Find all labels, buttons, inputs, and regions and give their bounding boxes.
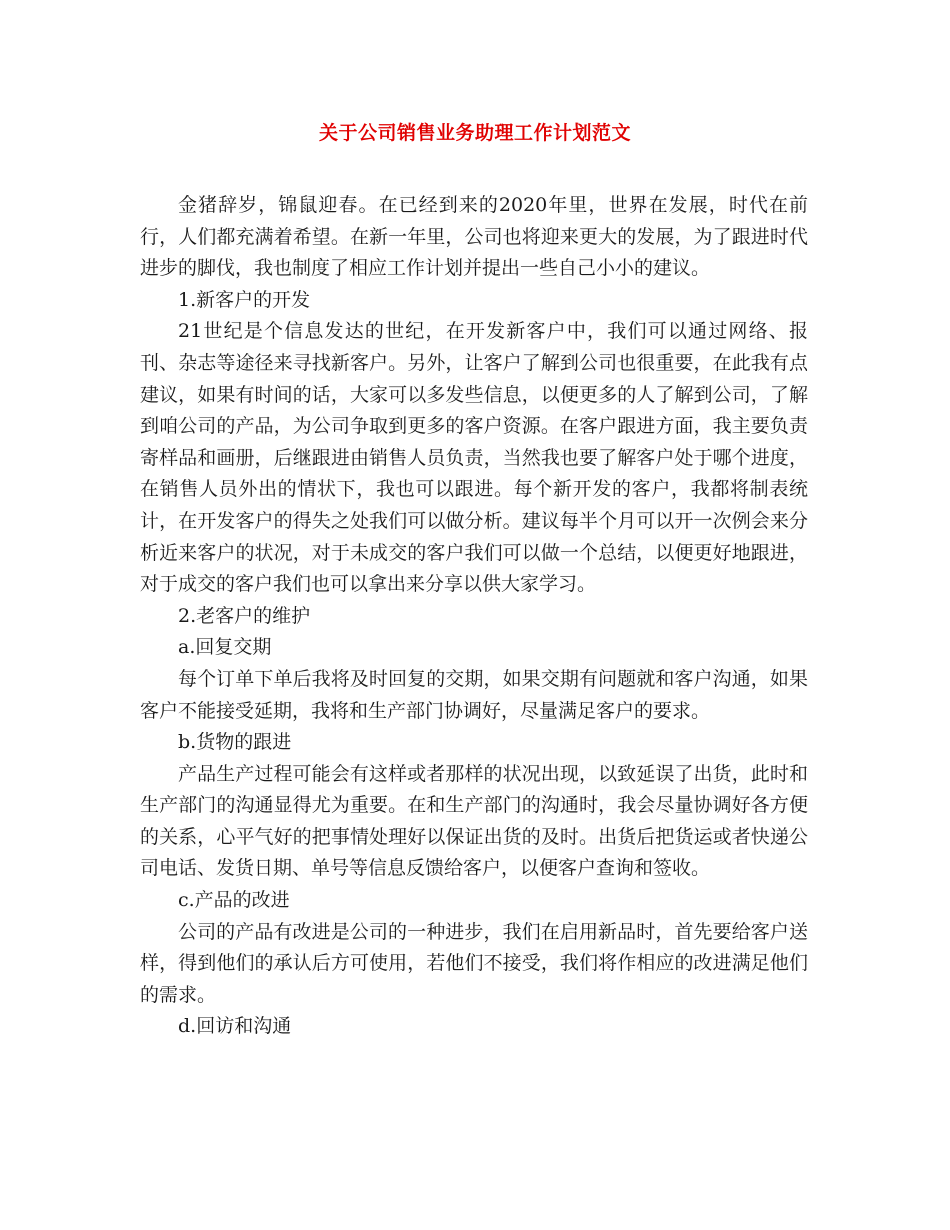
- paragraph-goods-followup: 产品生产过程可能会有这样或者那样的状况出现，以致延误了出货，此时和生产部门的沟通显得尤为重要。在和生产部门的沟通时，我会尽量协调好各方便的关系，心平气好的把事情处理好以保证出货的及时。出货后把货运或者快递公司电话、发货日期、单号等信息反馈给客户，以便客户查询和签收。: [140, 762, 808, 880]
- paragraph-new-customers: 21世纪是个信息发达的世纪，在开发新客户中，我们可以通过网络、报刊、杂志等途径来寻找新客户。另外，让客户了解到公司也很重要，在此我有点建议，如果有时间的话，大家可以多发些信息，以便更多的人了解到公司，了解到咱公司的产品，为公司争取到更多的客户资源。在客户跟进方面，我主要负责寄样品和画册，后继跟进由销售人员负责，当然我也要了解客户处于哪个进度，在销售人员外出的情状下，我也可以跟进。每个新开发的客户，我都将制表统计，在开发客户的得失之处我们可以做分析。建议每半个月可以开一次例会来分析近来客户的状况，对于未成交的客户我们可以做一个总结，以便更好地跟进，对于成交的客户我们也可以拿出来分享以供大家学习。: [140, 320, 808, 596]
- subheading-visit-communication: d.回访和沟通: [178, 1015, 292, 1038]
- paragraph-delivery-reply: 每个订单下单后我将及时回复的交期，如果交期有问题就和客户沟通，如果客户不能接受延期，我将和生产部门协调好，尽量满足客户的要求。: [140, 667, 808, 722]
- subheading-product-improvement: c.产品的改进: [178, 889, 290, 912]
- document-title: 关于公司销售业务助理工作计划范文: [318, 122, 631, 144]
- heading-new-customers: 1.新客户的开发: [178, 288, 311, 311]
- document-body: [140, 190, 808, 1043]
- subheading-delivery-reply: a.回复交期: [178, 636, 272, 659]
- paragraph-product-improvement: 公司的产品有改进是公司的一种进步，我们在启用新品时，首先要给客户送样，得到他们的承认后方可使用，若他们不接受，我们将作相应的改进满足他们的需求。: [140, 920, 808, 1006]
- subheading-goods-followup: b.货物的跟进: [178, 731, 292, 754]
- paragraph-intro: 金猪辞岁，锦鼠迎春。在已经到来的2020年里，世界在发展，时代在前行，人们都充满着希望。在新一年里，公司也将迎来更大的发展，为了跟进时代进步的脚伐，我也制度了相应工作计划并提出一些自己小小的建议。: [140, 194, 808, 280]
- heading-existing-customers: 2.老客户的维护: [178, 604, 311, 627]
